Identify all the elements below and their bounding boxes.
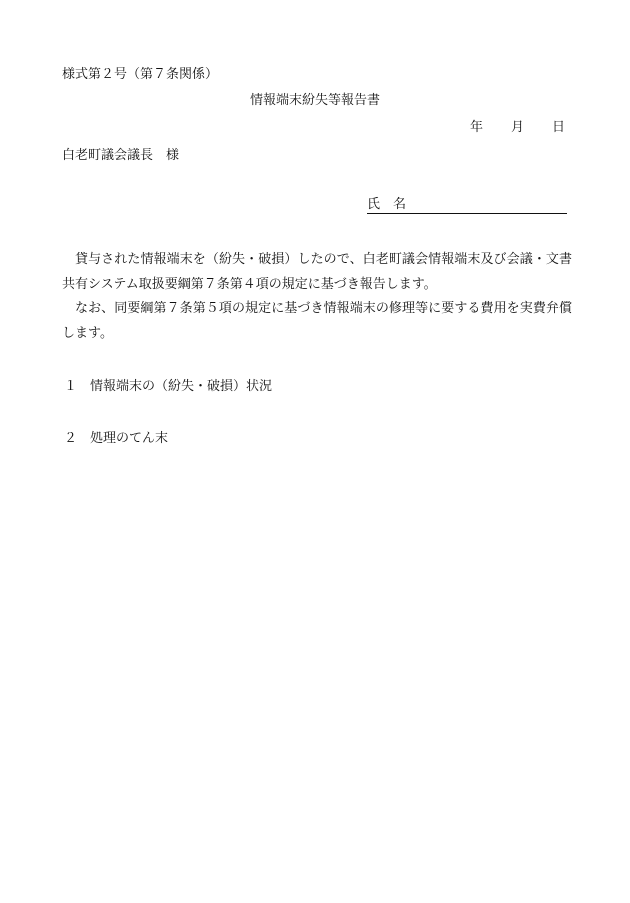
item-label: 処理のてん末 [90,431,169,446]
body-text [62,248,572,346]
date-line [470,121,565,134]
addressee: 白老町議会議長 様 [62,148,180,163]
name-field [367,198,567,214]
date-year-label: 年 [470,120,484,135]
document-title: 情報端末紛失等報告書 [249,93,380,108]
name-label: 氏 名 [367,197,407,212]
list-item [64,432,168,445]
item-number: ２ [64,431,78,446]
item-label: 情報端末の（紛失・破損）状況 [90,379,273,394]
list-item [64,380,272,393]
date-day-label: 日 [552,120,566,135]
date-month-label: 月 [511,120,525,135]
form-number: 様式第２号（第７条関係） [62,67,219,82]
body-paragraph-2: なお、同要綱第７条第５項の規定に基づき情報端末の修理等に要する費用を実費弁償します。 [62,301,572,341]
body-paragraph-1: 貸与された情報端末を（紛失・破損）したので、白老町議会情報端末及び会議・文書共有システム取扱要綱第７条第４項の規定に基づき報告します。 [62,252,572,292]
item-number: １ [64,379,78,394]
